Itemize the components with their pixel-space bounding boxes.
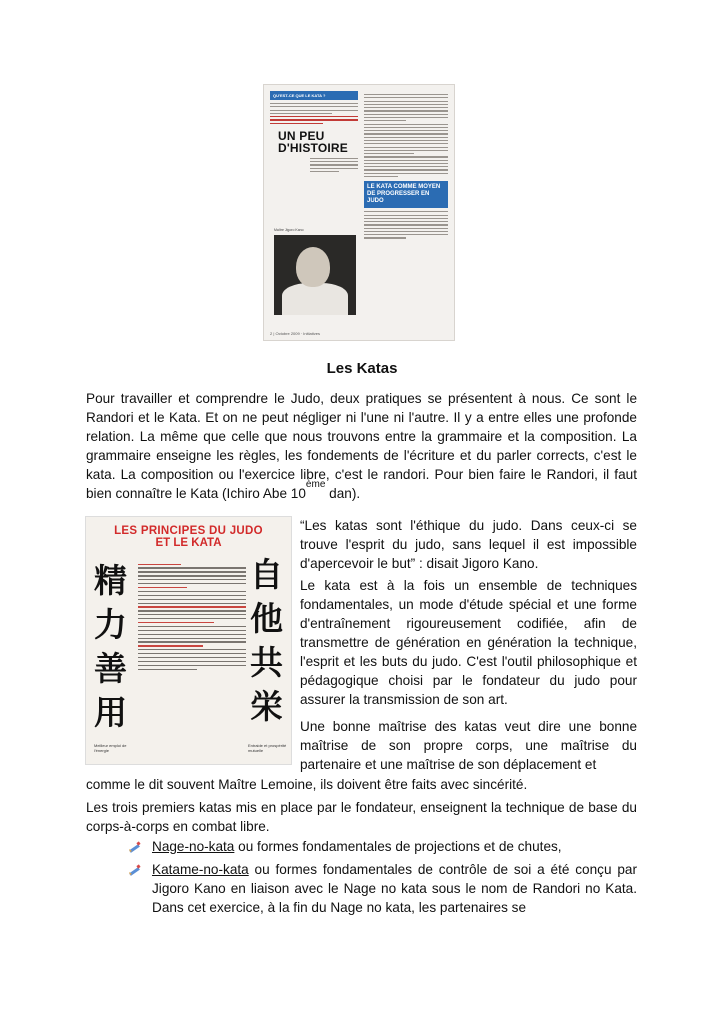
magazine-footer: 2 | Octobre 2009 · Initiatives — [270, 331, 320, 336]
kanji-character: 他 — [250, 599, 283, 638]
kanji-character: 力 — [94, 605, 127, 644]
magazine-right-column — [364, 91, 448, 326]
poster-caption-right: Entraide et prospérité mutuelle — [248, 743, 287, 753]
magazine-box-heading: QU'EST-CE QUE LE KATA ? — [270, 91, 358, 100]
jigoro-kano-photo — [274, 235, 356, 315]
magazine-history-heading: UN PEU D'HISTOIRE — [278, 128, 348, 155]
poster-subheading: ET LE KATA — [155, 537, 222, 549]
pencil-bullet-icon — [128, 840, 141, 853]
kanji-character: 用 — [94, 693, 127, 732]
pencil-bullet-icon — [128, 863, 141, 876]
kanji-character: 栄 — [250, 687, 283, 726]
page-title: Les Katas — [326, 360, 398, 377]
poster-kanji-left — [94, 559, 127, 735]
kanji-character: 精 — [94, 561, 127, 600]
first-katas-paragraph: Les trois premiers katas mis en place par le fondateur, enseignent la technique de base du corps-à-corps en combat libre. — [86, 800, 637, 834]
kanji-character: 自 — [250, 555, 283, 594]
judo-principles-poster — [86, 517, 291, 764]
magazine-photo-caption: Maître Jigoro Kano — [274, 228, 304, 232]
mastery-paragraph-end: comme le dit souvent Maître Lemoine, ils doivent être faits avec sincérité. — [86, 777, 528, 792]
magazine-kata-heading: LE KATA COMME MOYEN DE PROGRESSER EN JUDO — [364, 181, 448, 208]
list-item: Nage-no-kata ou formes fondamentales de projections et de chutes, — [128, 837, 637, 856]
list-item: Katame-no-kata ou formes fondamentales de contrôle de soi a été conçu par Jigoro Kano en liaison avec le Nage no kata sous le nom de Randori no Kata. Dans cet exercice, à la fin du Nage no kata, les partenaires se — [128, 860, 637, 917]
poster-kanji-right — [250, 553, 283, 729]
magazine-box-text — [270, 103, 358, 124]
kata-definition-paragraph: Le kata est à la fois un ensemble de techniques fondamentales, un mode d'étude spécial et une forme d'entraînement rigoureusement codifiée, afin de transmettre de génération en génération la technique, l'esprit et les buts du judo. C'est l'outil philosophique et pédagogique choisi par le fondateur du judo pour assurer la transmission de son art. — [300, 578, 637, 707]
kanji-character: 共 — [250, 643, 283, 682]
kata-name-link: Katame-no-kata — [152, 862, 249, 877]
kanji-character: 善 — [94, 649, 127, 688]
kano-quote: “Les katas sont l'éthique du judo. Dans ceux-ci se trouve l'esprit du judo, sans lequel il est impossible d'apercevoir le but” : disait Jigoro Kano. — [300, 518, 637, 571]
magazine-history-text — [310, 158, 358, 172]
poster-heading: LES PRINCIPES DU JUDO — [114, 525, 263, 537]
kata-name-link: Nage-no-kata — [152, 839, 235, 854]
poster-caption-left: Meilleur emploi de l'énergie — [94, 743, 127, 753]
intro-paragraph: Pour travailler et comprendre le Judo, deux pratiques se présentent à nous. Ce sont le Randori et le Kata. Et on ne peut négliger ni l'une ni l'autre. Il y a entre elles une profonde relation. La même que celle que nous trouvons entre la grammaire et la composition. La grammaire enseigne les règles, les fondements de l'écriture et du parler corrects, c'est le kata. La composition ou l'exercice libre, c'est le randori. Pour bien faire le Randori, il faut bien connaître le Kata (Ichiro Abe 10ème dan). — [86, 391, 637, 501]
mastery-paragraph: Une bonne maîtrise des katas veut dire une bonne maîtrise de son propre corps, une maîtrise du partenaire et une maîtrise de son déplacement et — [300, 719, 637, 772]
poster-text-block — [138, 561, 246, 673]
magazine-scan-image — [264, 85, 454, 340]
